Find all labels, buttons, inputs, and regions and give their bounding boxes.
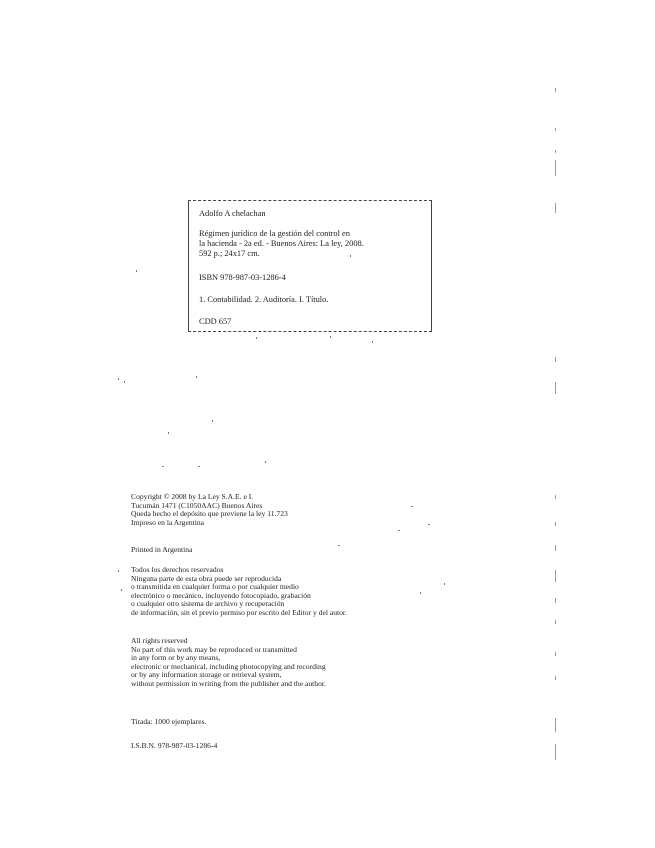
scan-speck <box>420 592 421 594</box>
edge-mark <box>555 522 556 526</box>
edge-mark <box>555 652 556 656</box>
edge-mark <box>555 620 556 624</box>
card-cdd: CDD 657 <box>199 317 232 326</box>
rights-es-block <box>131 566 347 618</box>
edge-mark <box>555 676 556 680</box>
card-title-line: Régimen jurídico de la gestión del control en <box>199 229 350 238</box>
scan-speck <box>372 341 373 343</box>
edge-mark <box>555 545 556 551</box>
edge-mark <box>555 357 556 362</box>
rights-en-line: in any form or by any means, <box>131 653 221 663</box>
rights-es-line: o transmitida en cualquier forma o por cualquier medio <box>131 582 299 592</box>
rights-es-line: electrónico o mecánico, incluyendo fotocopiado, grabación <box>131 590 311 600</box>
scan-speck <box>330 336 331 338</box>
scan-speck <box>398 530 400 531</box>
scan-speck <box>162 466 164 467</box>
scan-speck <box>428 524 430 525</box>
edge-mark <box>555 744 556 760</box>
rights-en-line: or by any information storage or retrieval system, <box>131 670 282 680</box>
scan-speck <box>121 589 122 591</box>
rights-es-line: Todos los derechos reservados <box>131 565 224 574</box>
edge-mark <box>555 88 556 92</box>
copyright-line: Impreso en la Argentina <box>131 517 205 527</box>
card-title <box>199 229 425 259</box>
printed-in: Printed in Argentina <box>131 545 193 554</box>
rights-en-line: electronic or mechanical, including photocopying and recording <box>131 661 326 671</box>
rights-en-line: All rights reserved <box>131 636 188 645</box>
scan-speck <box>350 255 351 257</box>
scan-speck <box>411 506 413 507</box>
copyright-line: Copyright © 2008 by La Ley S.A.E. e I. <box>131 492 254 501</box>
edge-mark <box>555 160 556 176</box>
rights-es-line: o cualquier otro sistema de archivo y recuperación <box>131 599 285 609</box>
scan-speck <box>196 376 197 378</box>
edge-mark <box>555 382 556 394</box>
edge-mark <box>555 203 556 213</box>
rights-en-line: No part of this work may be reproduced or transmitted <box>131 644 297 654</box>
isbn-footer: I.S.B.N. 978-987-03-1286-4 <box>131 741 218 750</box>
rights-en-line: without permission in writing from the publisher and the author. <box>131 678 326 688</box>
card-isbn: ISBN 978-987-03-1286-4 <box>199 273 286 282</box>
scan-speck <box>444 583 445 585</box>
catalog-card <box>188 200 432 332</box>
print-run: Tirada: 1000 ejemplares. <box>131 717 207 726</box>
edge-mark <box>555 150 556 153</box>
edge-mark <box>555 570 556 582</box>
scan-speck <box>256 337 257 339</box>
edge-mark <box>555 598 556 603</box>
card-author: Adolfo A chelachan <box>199 209 266 218</box>
copyright-line: Queda hecho el depósito que previene la ley 11.723 <box>131 509 288 519</box>
card-title-line: 592 p.; 24x17 cm. <box>199 249 260 258</box>
rights-es-line: Ninguna parte de esta obra puede ser reproducida <box>131 573 282 583</box>
scan-speck <box>136 270 137 272</box>
copyright-line: Tucumán 1471 (C1050AAC) Buenos Aires <box>131 500 263 510</box>
scan-speck <box>118 570 119 572</box>
edge-mark <box>555 718 556 732</box>
scan-speck <box>212 420 213 422</box>
rights-es-line: de información, sin el previo permiso por escrito del Editor y del autor. <box>131 607 347 617</box>
scan-speck <box>265 461 266 463</box>
copyright-block <box>131 493 288 527</box>
edge-mark <box>555 128 556 131</box>
card-title-line: la hacienda - 2a ed. - Buenos Aires: La ley, 2008. <box>199 239 364 248</box>
card-subjects: 1. Contabilidad. 2. Auditoría. I. Título. <box>199 295 329 304</box>
scan-speck <box>124 381 125 383</box>
scan-speck <box>168 432 169 434</box>
scan-speck <box>338 545 340 546</box>
edge-mark <box>555 495 556 499</box>
rights-en-block <box>131 637 326 689</box>
scan-speck <box>118 378 119 380</box>
scan-speck <box>198 466 200 467</box>
